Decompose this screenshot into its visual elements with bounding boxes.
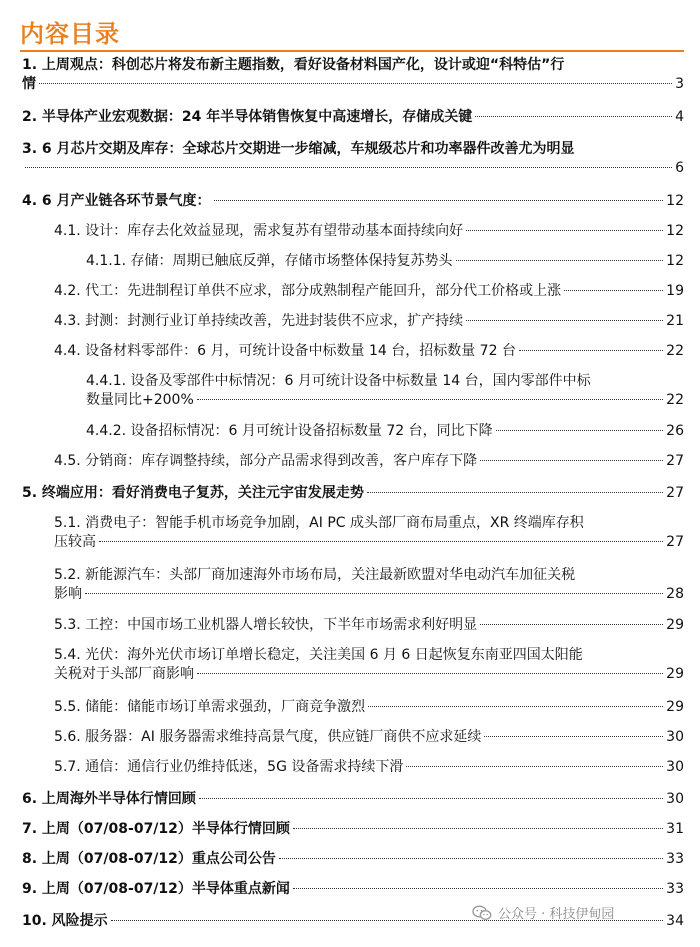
toc-entry[interactable] (86, 372, 684, 410)
dot-leader (496, 430, 664, 431)
dot-leader (368, 706, 663, 707)
toc-entry-title: 情 (22, 76, 36, 92)
page-title: 内容目录 (20, 20, 120, 48)
toc-entry-title: 5.6. 服务器：AI 服务器需求维持高景气度，供应链厂商供不应求延续 (54, 729, 482, 745)
toc-entry-title: 8. 上周（07/08-07/12）重点公司公告 (22, 851, 276, 867)
toc-entry[interactable] (54, 758, 684, 777)
toc-entry-title: 2. 半导体产业宏观数据：24 年半导体销售恢复中高速增长，存储成关键 (22, 109, 473, 125)
toc-entry[interactable] (22, 56, 684, 94)
toc-entry[interactable] (54, 282, 684, 301)
toc-entry-title-line1: 4.4.1. 设备及零部件中标情况：6 月可统计设备中标数量 14 台，国内零部件中标 (86, 373, 591, 389)
toc-page-number: 27 (666, 453, 684, 469)
dot-leader (197, 399, 663, 400)
toc-entry-title: 4.4.2. 设备招标情况：6 月可统计设备招标数量 72 台，同比下降 (86, 423, 493, 439)
toc-entry[interactable] (54, 452, 684, 471)
toc-page-number: 3 (675, 76, 684, 92)
toc-page-number: 6 (675, 160, 684, 176)
toc-entry-title: 5.7. 通信：通信行业仍维持低迷，5G 设备需求持续下滑 (54, 759, 404, 775)
toc-page-number: 28 (666, 586, 684, 602)
toc-entry-title-line1: 5.2. 新能源汽车：头部厂商加速海外市场布局，关注最新欧盟对华电动汽车加征关税 (54, 567, 576, 583)
toc-entry[interactable] (54, 566, 684, 604)
dot-leader (466, 320, 663, 321)
dot-leader (475, 116, 672, 117)
title-underline (20, 50, 684, 52)
toc-entry[interactable] (54, 728, 684, 747)
toc-entry[interactable] (54, 222, 684, 241)
toc-page-number: 29 (666, 617, 684, 633)
toc-entry-title: 4. 6 月产业链各环节景气度： (22, 193, 211, 209)
toc-page-number: 33 (666, 851, 684, 867)
toc-page-number: 31 (666, 821, 684, 837)
toc-entry-title: 6. 上周海外半导体行情回顾 (22, 791, 196, 807)
toc-entry-title: 7. 上周（07/08-07/12）半导体行情回顾 (22, 821, 290, 837)
dot-leader (293, 828, 663, 829)
toc-page-number: 30 (666, 791, 684, 807)
dot-leader (367, 492, 663, 493)
dot-leader (199, 798, 663, 799)
toc-entry-title-line1: 3. 6 月芯片交期及库存：全球芯片交期进一步缩减，车规级芯片和功率器件改善尤为明显 (22, 141, 575, 157)
toc-page-number: 26 (666, 423, 684, 439)
toc-entry-title: 数量同比+200% (86, 392, 194, 408)
toc-page-number: 12 (666, 253, 684, 269)
toc-page-number: 30 (666, 729, 684, 745)
dot-leader (99, 541, 663, 542)
wechat-icon (472, 905, 492, 921)
toc-entry[interactable] (86, 252, 684, 271)
toc-entry-title: 4.3. 封测：封测行业订单持续改善，先进封装供不应求，扩产持续 (54, 313, 464, 329)
toc-page-number: 22 (666, 392, 684, 408)
dot-leader (279, 858, 663, 859)
toc-entry-title-line1: 1. 上周观点：科创芯片将发布新主题指数，看好设备材料国产化，设计或迎“科特估”行 (22, 57, 565, 73)
toc-entry[interactable] (86, 422, 684, 441)
toc-entry[interactable] (22, 108, 684, 127)
toc-entry[interactable] (54, 312, 684, 331)
dot-leader (519, 350, 663, 351)
toc-entry-title: 4.4. 设备材料零部件：6 月，可统计设备中标数量 14 台，招标数量 72 台 (54, 343, 516, 359)
toc-entry-title: 4.5. 分销商：库存调整持续，部分产品需求得到改善，客户库存下降 (54, 453, 478, 469)
dot-leader (293, 888, 663, 889)
toc-entry-title: 5.5. 储能：储能市场订单需求强劲，厂商竞争激烈 (54, 699, 366, 715)
toc-entry-title: 压较高 (54, 534, 96, 550)
dot-leader (197, 673, 663, 674)
toc-entry-title: 4.1. 设计：库存去化效益显现，需求复苏有望带动基本面持续向好 (54, 223, 464, 239)
toc-page-number: 19 (666, 283, 684, 299)
dot-leader (214, 200, 664, 201)
watermark (472, 903, 614, 922)
toc-entry[interactable] (22, 820, 684, 839)
toc-page-number: 27 (666, 534, 684, 550)
dot-leader (39, 83, 672, 84)
dot-leader (85, 593, 663, 594)
toc-page-number: 12 (666, 193, 684, 209)
dot-leader (456, 260, 664, 261)
toc-entry-title: 5.3. 工控：中国市场工业机器人增长较快，下半年市场需求利好明显 (54, 617, 478, 633)
watermark-text: 公众号 · 科技伊甸园 (498, 907, 615, 922)
dot-leader (466, 230, 663, 231)
toc-entry[interactable] (54, 616, 684, 635)
toc-page-number: 12 (666, 223, 684, 239)
toc-entry[interactable] (22, 484, 684, 503)
dot-leader (564, 290, 663, 291)
toc-page-number: 4 (675, 109, 684, 125)
toc-page-number: 21 (666, 313, 684, 329)
toc-entry[interactable] (22, 192, 684, 211)
dot-leader (484, 736, 663, 737)
toc-entry-title: 5. 终端应用：看好消费电子复苏，关注元宇宙发展走势 (22, 485, 364, 501)
toc-entry[interactable] (54, 342, 684, 361)
dot-leader (406, 766, 663, 767)
toc-page-number: 22 (666, 343, 684, 359)
toc-page-number: 30 (666, 759, 684, 775)
dot-leader (480, 460, 663, 461)
toc-entry[interactable] (22, 880, 684, 899)
toc-entry[interactable] (54, 698, 684, 717)
toc-page-number: 27 (666, 485, 684, 501)
toc-entry-title-line1: 5.4. 光伏：海外光伏市场订单增长稳定，关注美国 6 月 6 日起恢复东南亚四国太阳能 (54, 647, 583, 663)
toc-entry[interactable] (54, 646, 684, 684)
toc-entry-title-line1: 5.1. 消费电子：智能手机市场竞争加剧，AI PC 成头部厂商布局重点，XR 终端库存积 (54, 515, 584, 531)
toc-entry[interactable] (22, 850, 684, 869)
toc-entry[interactable] (22, 140, 684, 178)
dot-leader (25, 167, 672, 168)
toc-page-number: 34 (666, 913, 684, 929)
toc-entry-title: 9. 上周（07/08-07/12）半导体重点新闻 (22, 881, 290, 897)
toc-entry-title: 10. 风险提示 (22, 913, 108, 929)
toc-entry[interactable] (54, 514, 684, 552)
toc-page-number: 33 (666, 881, 684, 897)
toc-entry-title: 4.2. 代工：先进制程订单供不应求，部分成熟制程产能回升，部分代工价格或上涨 (54, 283, 562, 299)
dot-leader (480, 624, 663, 625)
toc-entry-title: 关税对于头部厂商影响 (54, 666, 194, 682)
toc-page-number: 29 (666, 666, 684, 682)
toc-entry-title: 影响 (54, 586, 82, 602)
toc-entry[interactable] (22, 790, 684, 809)
toc-entry-title: 4.1.1. 存储：周期已触底反弹，存储市场整体保持复苏势头 (86, 253, 453, 269)
toc-page-number: 29 (666, 699, 684, 715)
